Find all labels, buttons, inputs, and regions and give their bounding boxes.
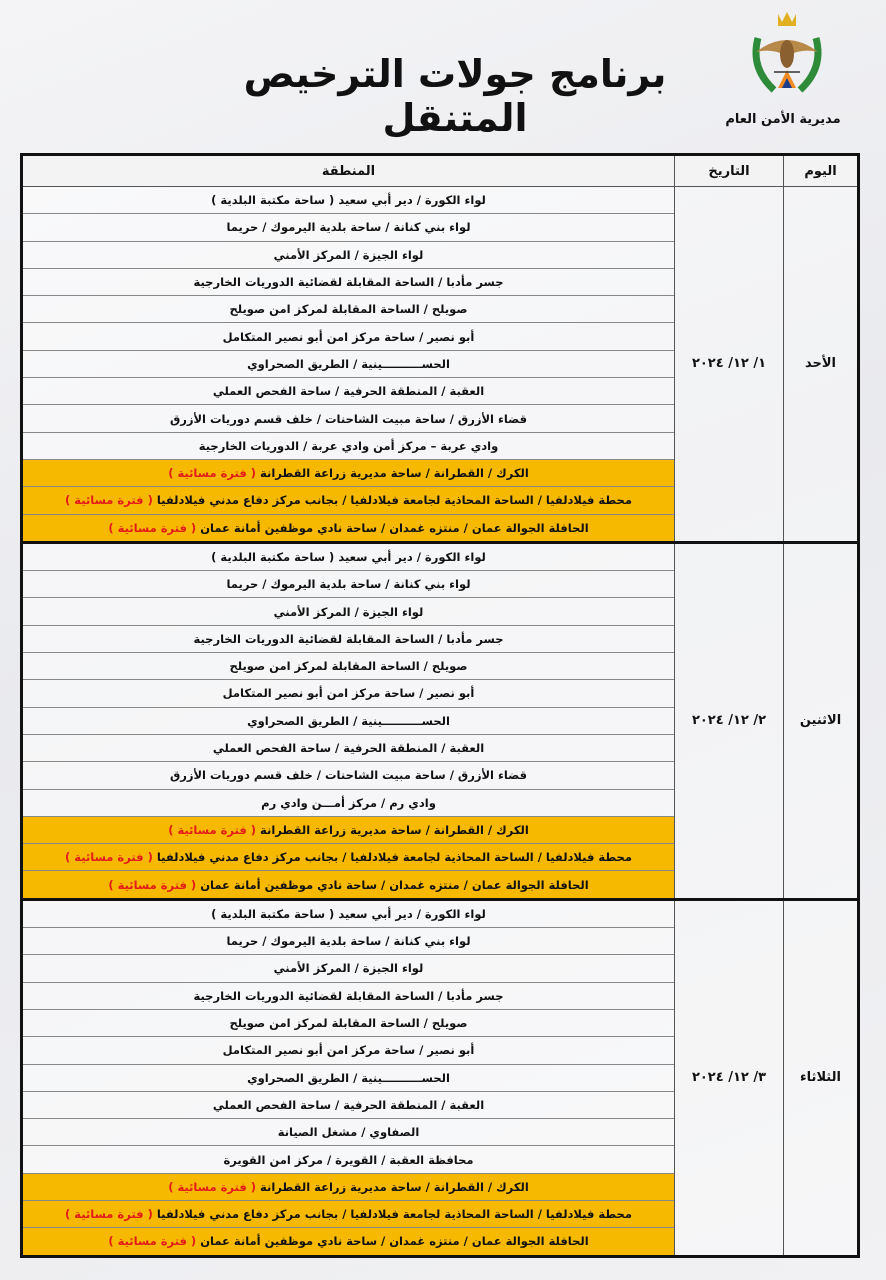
area-text: لواء الكورة / دير أبي سعيد ( ساحة مكتبة البلدية )	[211, 550, 486, 564]
area-cell	[22, 789, 675, 816]
area-cell	[22, 323, 675, 350]
area-text: الحســــــــــينية / الطريق الصحراوي	[247, 713, 450, 728]
area-text: محطة فيلادلفيا / الساحة المحاذية لجامعة فيلادلفيا / بجانب مركز دفاع مدني فيلادلفيا	[156, 1207, 632, 1222]
area-cell	[22, 707, 675, 734]
area-text: محطة فيلادلفيا / الساحة المحاذية لجامعة فيلادلفيا / بجانب مركز دفاع مدني فيلادلفيا	[156, 493, 632, 508]
area-text: صويلح / الساحة المقابلة لمركز امن صويلح	[229, 1016, 468, 1031]
area-text: لواء بني كنانة / ساحة بلدية اليرموك / حريما	[226, 934, 471, 949]
area-text: وادي رم / مركز أمـــن وادي رم	[261, 795, 436, 810]
area-text: جسر مأدبا / الساحة المقابلة لقضائية الدوريات الخارجية	[193, 631, 504, 646]
public-security-emblem-logo	[744, 8, 830, 98]
area-text: الحافلة الجوالة عمان / منتزه غمدان / ساحة نادي موظفين أمانة عمان	[200, 520, 589, 535]
area-cell	[22, 487, 675, 514]
area-cell	[22, 268, 675, 295]
area-text: صويلح / الساحة المقابلة لمركز امن صويلح	[229, 659, 468, 674]
date-cell: ٣/ ١٢/ ٢٠٢٤	[675, 899, 784, 1256]
area-cell	[22, 1091, 675, 1118]
area-cell	[22, 1146, 675, 1173]
column-header-date: التاريخ	[675, 155, 784, 187]
area-text: لواء الكورة / دير أبي سعيد ( ساحة مكتبة البلدية )	[211, 906, 486, 921]
area-cell	[22, 928, 675, 955]
evening-period-note: ( فترة مسائية )	[168, 822, 257, 837]
area-text: الحســــــــــينية / الطريق الصحراوي	[247, 1070, 450, 1085]
area-cell	[22, 187, 675, 214]
area-text: محافظة العقبة / القويرة / مركز امن القويرة	[223, 1152, 474, 1167]
schedule-table	[20, 153, 860, 1258]
area-text: صويلح / الساحة المقابلة لمركز امن صويلح	[229, 302, 468, 317]
area-cell	[22, 598, 675, 625]
date-cell: ٢/ ١٢/ ٢٠٢٤	[675, 542, 784, 899]
area-text: لواء بني كنانة / ساحة بلدية اليرموك / حريما	[226, 220, 471, 235]
area-cell	[22, 1009, 675, 1036]
area-text: وادي عربة – مركز أمن وادي عربة / الدوريات الخارجية	[198, 438, 499, 453]
area-text: لواء الجيزة / المركز الأمني	[273, 604, 424, 619]
area-text: لواء بني كنانة / ساحة بلدية اليرموك / حريما	[226, 577, 471, 592]
area-text: الكرك / القطرانة / ساحة مديرية زراعة القطرانة	[260, 1179, 529, 1194]
day-cell: الأحد	[784, 187, 859, 543]
area-cell	[22, 350, 675, 377]
organization-name: مديرية الأمن العام	[725, 112, 841, 127]
area-cell	[22, 1228, 675, 1256]
evening-period-note: ( فترة مسائية )	[168, 466, 257, 481]
area-text: العقبة / المنطقة الحرفية / ساحة الفحص العملي	[212, 741, 485, 756]
area-text: الكرك / القطرانة / ساحة مديرية زراعة القطرانة	[260, 822, 529, 837]
table-row	[22, 542, 859, 570]
area-text: الحافلة الجوالة عمان / منتزه غمدان / ساحة نادي موظفين أمانة عمان	[200, 1234, 589, 1249]
area-cell	[22, 432, 675, 459]
area-cell	[22, 1173, 675, 1200]
column-header-area: المنطقة	[22, 155, 675, 187]
area-cell	[22, 680, 675, 707]
area-text: جسر مأدبا / الساحة المقابلة لقضائية الدوريات الخارجية	[193, 275, 504, 290]
date-cell: ١/ ١٢/ ٢٠٢٤	[675, 187, 784, 543]
area-text: أبو نصير / ساحة مركز امن أبو نصير المتكامل	[222, 329, 475, 344]
area-cell	[22, 816, 675, 843]
day-cell: الثلاثاء	[784, 899, 859, 1256]
area-cell	[22, 1064, 675, 1091]
area-cell	[22, 571, 675, 598]
area-text: العقبة / المنطقة الحرفية / ساحة الفحص العملي	[212, 1097, 485, 1112]
evening-period-note: ( فترة مسائية )	[108, 1234, 197, 1249]
area-cell	[22, 734, 675, 761]
area-cell	[22, 542, 675, 570]
area-cell	[22, 514, 675, 542]
area-text: محطة فيلادلفيا / الساحة المحاذية لجامعة فيلادلفيا / بجانب مركز دفاع مدني فيلادلفيا	[156, 850, 632, 865]
area-text: لواء الجيزة / المركز الأمني	[273, 247, 424, 262]
area-text: أبو نصير / ساحة مركز امن أبو نصير المتكامل	[222, 1043, 475, 1058]
area-cell	[22, 405, 675, 432]
table-row	[22, 187, 859, 214]
area-cell	[22, 1119, 675, 1146]
area-cell	[22, 625, 675, 652]
schedule-body	[22, 187, 859, 1257]
page-title: برنامج جولات الترخيص المتنقل	[243, 52, 667, 140]
area-cell	[22, 296, 675, 323]
evening-period-note: ( فترة مسائية )	[108, 520, 197, 535]
area-cell	[22, 1037, 675, 1064]
day-cell: الاثنين	[784, 542, 859, 899]
area-text: الحســــــــــينية / الطريق الصحراوي	[247, 356, 450, 371]
area-cell	[22, 871, 675, 899]
area-text: الصفاوي / مشغل الصيانة	[277, 1125, 420, 1140]
table-row	[22, 899, 859, 927]
table-header-row	[22, 155, 859, 187]
evening-period-note: ( فترة مسائية )	[168, 1179, 257, 1194]
area-cell	[22, 378, 675, 405]
area-cell	[22, 241, 675, 268]
area-text: العقبة / المنطقة الحرفية / ساحة الفحص العملي	[212, 384, 485, 399]
area-cell	[22, 762, 675, 789]
area-cell	[22, 1200, 675, 1227]
area-cell	[22, 899, 675, 927]
evening-period-note: ( فترة مسائية )	[65, 1207, 153, 1222]
evening-period-note: ( فترة مسائية )	[108, 877, 197, 892]
area-cell	[22, 214, 675, 241]
area-text: أبو نصير / ساحة مركز امن أبو نصير المتكامل	[222, 686, 475, 701]
evening-period-note: ( فترة مسائية )	[65, 493, 153, 508]
area-text: جسر مأدبا / الساحة المقابلة لقضائية الدوريات الخارجية	[193, 988, 504, 1003]
area-cell	[22, 653, 675, 680]
area-text: قضاء الأزرق / ساحة مبيت الشاحنات / خلف قسم دوريات الأزرق	[169, 411, 528, 426]
area-cell	[22, 955, 675, 982]
area-cell	[22, 982, 675, 1009]
area-cell	[22, 459, 675, 486]
column-header-day: اليوم	[784, 155, 859, 187]
area-cell	[22, 844, 675, 871]
area-text: لواء الجيزة / المركز الأمني	[273, 961, 424, 976]
area-text: الكرك / القطرانة / ساحة مديرية زراعة القطرانة	[260, 466, 529, 481]
area-text: قضاء الأزرق / ساحة مبيت الشاحنات / خلف قسم دوريات الأزرق	[169, 768, 528, 783]
area-text: الحافلة الجوالة عمان / منتزه غمدان / ساحة نادي موظفين أمانة عمان	[200, 877, 589, 892]
evening-period-note: ( فترة مسائية )	[65, 850, 153, 865]
area-text: لواء الكورة / دير أبي سعيد ( ساحة مكتبة البلدية )	[211, 193, 486, 208]
